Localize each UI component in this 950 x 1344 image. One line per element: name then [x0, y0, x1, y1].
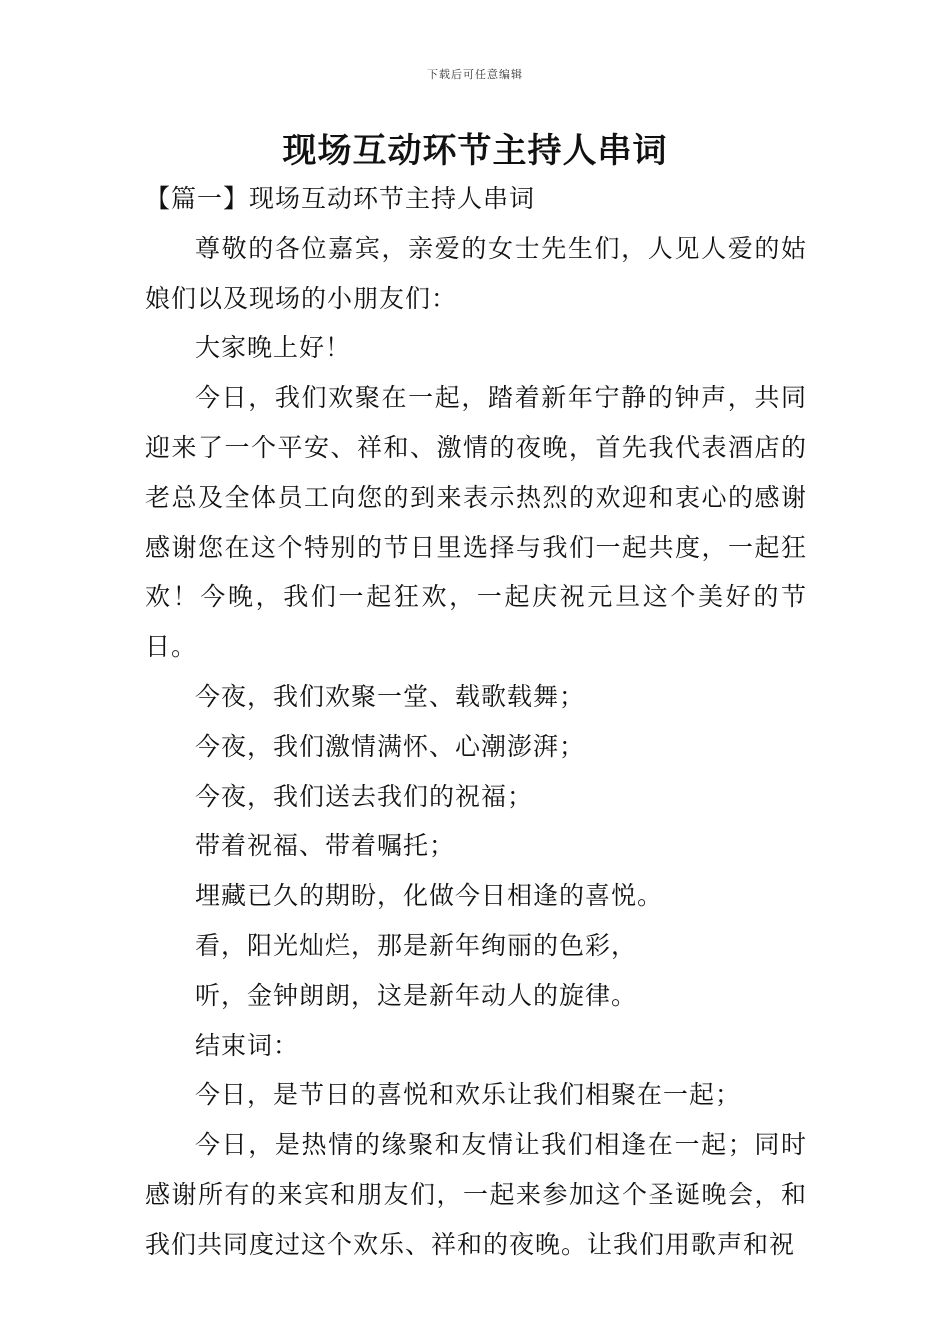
paragraph: 今日，我们欢聚在一起，踏着新年宁静的钟声，共同迎来了一个平安、祥和、激情的夜晚，首先我代表酒店的老总及全体员工向您的到来表示热烈的欢迎和衷心的感谢感谢您在这个特别的节日里选择与我们一起共度，一起狂欢！今晚，我们一起狂欢，一起庆祝元旦这个美好的节日。 [145, 383, 807, 662]
paragraph: 听，金钟朗朗，这是新年动人的旋律。 [195, 980, 638, 1010]
section-heading: 【篇一】现场互动环节主持人串词 [145, 184, 536, 213]
document-title: 现场互动环节主持人串词 [282, 131, 668, 171]
paragraph: 大家晚上好！ [195, 333, 352, 363]
paragraph: 今夜，我们激情满怀、心潮澎湃； [195, 731, 586, 761]
paragraph: 今日，是热情的缘聚和友情让我们相逢在一起；同时感谢所有的来宾和朋友们，一起来参加这个圣诞晚会，和我们共同度过这个欢乐、祥和的夜晚。让我们用歌声和祝 [145, 1130, 807, 1259]
paragraph: 结束词： [195, 1030, 300, 1060]
paragraph: 尊敬的各位嘉宾，亲爱的女士先生们，人见人爱的姑娘们以及现场的小朋友们： [145, 233, 807, 313]
paragraph: 今夜，我们送去我们的祝福； [195, 781, 534, 811]
paragraph: 今日，是节日的喜悦和欢乐让我们相聚在一起； [195, 1080, 742, 1110]
paragraph: 今夜，我们欢聚一堂、载歌载舞； [195, 681, 586, 711]
paragraph: 埋藏已久的期盼，化做今日相逢的喜悦。 [195, 881, 664, 911]
paragraph: 看，阳光灿烂，那是新年绚丽的色彩， [195, 930, 638, 960]
document-body [145, 174, 807, 1270]
paragraph: 带着祝福、带着嘱托； [195, 831, 456, 861]
header-note: 下载后可任意编辑 [427, 68, 523, 81]
